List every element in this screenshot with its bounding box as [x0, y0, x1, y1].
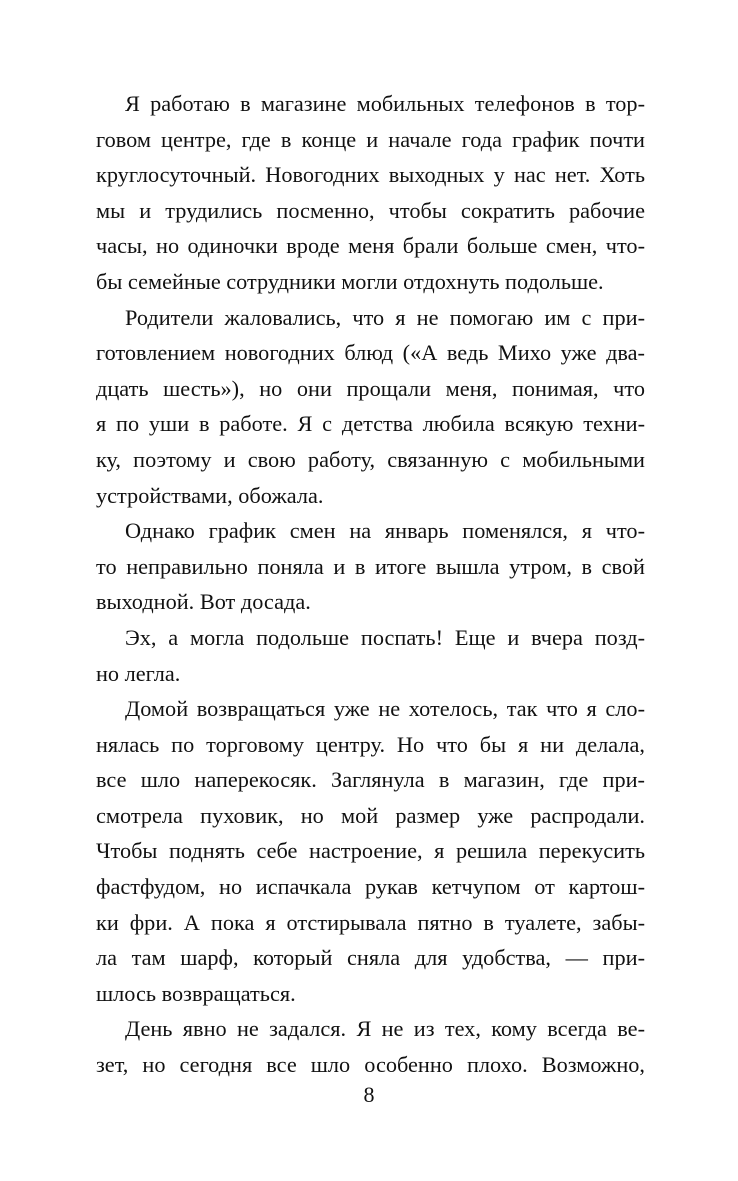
text-line: шлось возвращаться.: [96, 980, 296, 1006]
text-line: смотрела пуховик, но мой размер уже распродали.: [96, 802, 645, 828]
text-line: устройствами, обожала.: [96, 482, 324, 508]
text-line: часы, но одиночки вроде меня брали больше смен, что-: [96, 233, 645, 259]
paragraph: [96, 620, 645, 691]
paragraph: [96, 1011, 645, 1082]
text-line: но легла.: [96, 660, 181, 686]
text-line: Однако график смен на январь поменялся, я что-: [125, 518, 645, 544]
text-line: Домой возвращаться уже не хотелось, так что я сло-: [125, 696, 645, 722]
paragraph: [96, 691, 645, 1011]
text-line: Эх, а могла подольше поспать! Еще и вчера позд-: [125, 624, 645, 650]
text-line: ла там шарф, который сняла для удобства, — при-: [96, 945, 645, 971]
text-line: зет, но сегодня все шло особенно плохо. Возможно,: [96, 1052, 645, 1078]
text-line: нялась по торговому центру. Но что бы я ни делала,: [96, 731, 645, 757]
text-line: Родители жаловались, что я не помогаю им с при-: [125, 304, 645, 330]
paragraph: [96, 86, 645, 300]
page-number: 8: [363, 1082, 375, 1107]
text-line: выходной. Вот досада.: [96, 589, 311, 615]
paragraph: [96, 513, 645, 620]
text-line: готовлением новогодних блюд («А ведь Михо уже два-: [96, 340, 645, 366]
text-line: все шло наперекосяк. Заглянула в магазин, где при-: [96, 767, 645, 793]
text-line: мы и трудились посменно, чтобы сократить рабочие: [96, 197, 645, 223]
text-line: ку, поэтому и свою работу, связанную с мобильными: [96, 446, 645, 472]
text-line: Чтобы поднять себе настроение, я решила перекусить: [96, 838, 645, 864]
paragraph: [96, 300, 645, 514]
text-line: говом центре, где в конце и начале года график почти: [96, 126, 645, 152]
text-line: дцать шесть»), но они прощали меня, понимая, что: [96, 375, 645, 401]
text-line: круглосуточный. Новогодних выходных у нас нет. Хоть: [96, 162, 645, 188]
text-line: фастфудом, но испачкала рукав кетчупом от картош-: [96, 874, 645, 900]
text-line: бы семейные сотрудники могли отдохнуть подольше.: [96, 268, 604, 294]
text-line: Я работаю в магазине мобильных телефонов в тор-: [125, 91, 645, 116]
text-line: то неправильно поняла и в итоге вышла утром, в свой: [96, 553, 645, 579]
body-text: [96, 86, 645, 1083]
text-line: я по уши в работе. Я с детства любила всякую техни-: [96, 411, 645, 437]
text-line: День явно не задался. Я не из тех, кому всегда ве-: [125, 1016, 645, 1042]
text-line: ки фри. А пока я отстирывала пятно в туалете, забы-: [96, 909, 645, 935]
